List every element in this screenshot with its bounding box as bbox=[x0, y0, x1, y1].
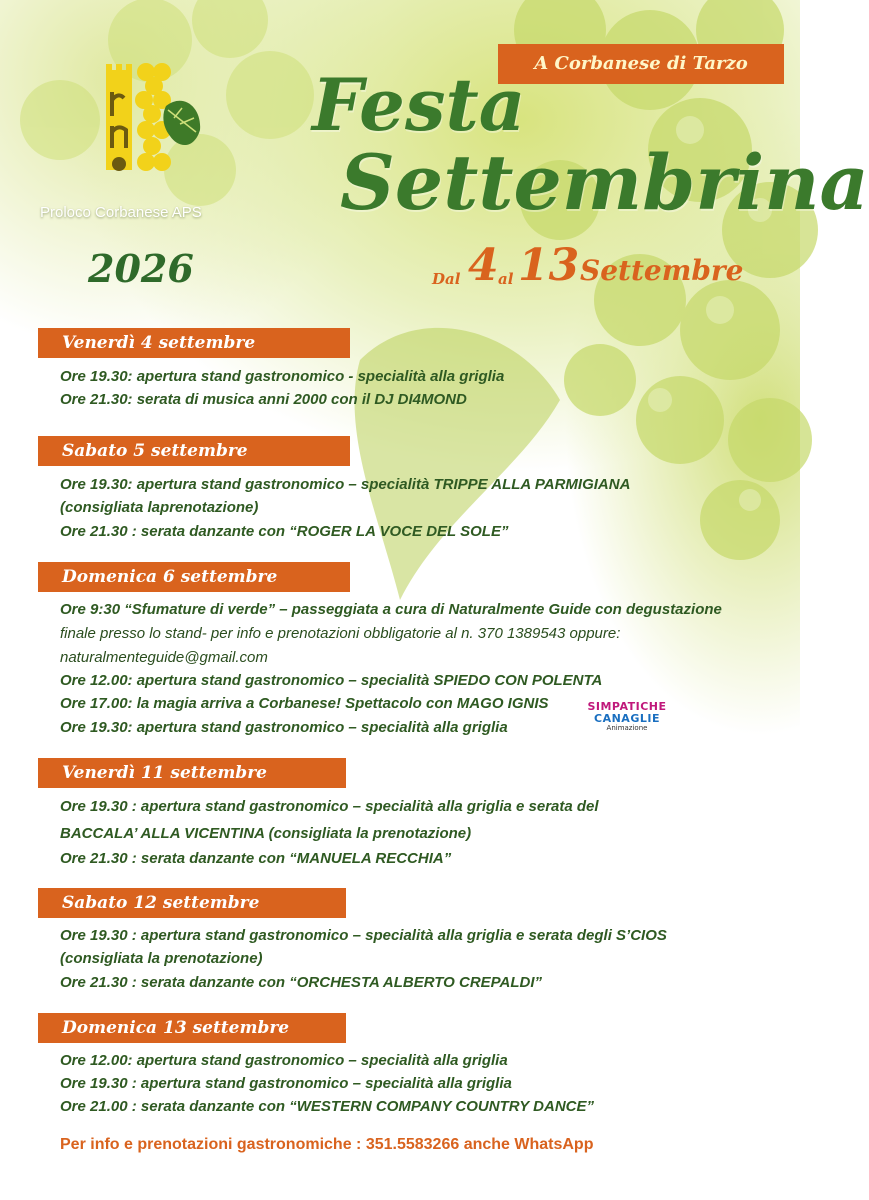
event-line: Ore 19.30: apertura stand gastronomico – specialità TRIPPE ALLA PARMIGIANA bbox=[60, 476, 631, 493]
event-line: (consigliata la prenotazione) bbox=[60, 950, 263, 967]
event-line: (consigliata laprenotazione) bbox=[60, 499, 259, 516]
date-from-label: Dal bbox=[432, 270, 461, 288]
event-line: Ore 19.30: apertura stand gastronomico - specialità alla griglia bbox=[60, 368, 505, 385]
day-header: Sabato 5 settembre bbox=[38, 436, 350, 466]
event-line: Ore 12.00: apertura stand gastronomico – specialità SPIEDO CON POLENTA bbox=[60, 672, 603, 689]
event-line: BACCALA’ ALLA VICENTINA (consigliata la prenotazione) bbox=[60, 825, 472, 842]
event-line: Ore 21.30 : serata danzante con “ORCHESTA ALBERTO CREPALDI” bbox=[60, 974, 543, 991]
proloco-logo bbox=[104, 52, 204, 187]
event-line: Ore 21.30: serata di musica anni 2000 con il DJ DI4MOND bbox=[60, 391, 467, 408]
event-line: Ore 19.30 : apertura stand gastronomico – specialità alla griglia e serata del bbox=[60, 798, 599, 815]
contact-footer: Per info e prenotazioni gastronomiche : 351.5583266 anche WhatsApp bbox=[60, 1136, 594, 1153]
event-line: Ore 19.30 : apertura stand gastronomico – specialità alla griglia bbox=[60, 1075, 512, 1092]
title-settembrina: Settembrina bbox=[340, 138, 869, 227]
date-range bbox=[428, 240, 768, 296]
date-month: Settembre bbox=[580, 254, 744, 287]
event-link[interactable]: naturalmenteguide@gmail.com bbox=[60, 649, 268, 666]
simpatiche-canaglie-logo bbox=[584, 694, 670, 734]
event-line: Ore 21.00 : serata danzante con “WESTERN COMPANY COUNTRY DANCE” bbox=[60, 1098, 595, 1115]
event-line: Ore 21.30 : serata danzante con “ROGER LA VOCE DEL SOLE” bbox=[60, 523, 509, 540]
location-banner: A Corbanese di Tarzo bbox=[498, 44, 784, 84]
day-header: Sabato 12 settembre bbox=[38, 888, 346, 918]
event-line: Ore 19.30 : apertura stand gastronomico – specialità alla griglia e serata degli S’CIOS bbox=[60, 927, 667, 944]
badge-subtitle: Animazione bbox=[606, 724, 648, 732]
day-header: Venerdì 11 settembre bbox=[38, 758, 346, 788]
event-line: Ore 17.00: la magia arriva a Corbanese! Spettacolo con MAGO IGNIS bbox=[60, 695, 549, 712]
badge-word-2: CANAGLIE bbox=[594, 712, 660, 725]
event-year: 2026 bbox=[88, 246, 194, 291]
event-line: finale presso lo stand- per info e prenotazioni obbligatorie al n. 370 1389543 oppure: bbox=[60, 625, 621, 642]
day-header: Domenica 13 settembre bbox=[38, 1013, 346, 1043]
event-line: Ore 19.30: apertura stand gastronomico – specialità alla griglia bbox=[60, 719, 508, 736]
title-festa: Festa bbox=[312, 62, 526, 147]
day-header: Domenica 6 settembre bbox=[38, 562, 350, 592]
event-line: Ore 21.30 : serata danzante con “MANUELA RECCHIA” bbox=[60, 850, 452, 867]
date-start: 4 bbox=[468, 240, 499, 291]
date-end: 13 bbox=[518, 240, 580, 291]
event-line: Ore 9:30 “Sfumature di verde” – passeggiata a cura di Naturalmente Guide con degustazione bbox=[60, 601, 722, 618]
date-to-label: al bbox=[498, 270, 514, 288]
organization-name: Proloco Corbanese APS bbox=[40, 204, 202, 221]
badge-word-1: SIMPATICHE bbox=[587, 700, 667, 713]
event-line: Ore 12.00: apertura stand gastronomico – specialità alla griglia bbox=[60, 1052, 508, 1069]
day-header: Venerdì 4 settembre bbox=[38, 328, 350, 358]
